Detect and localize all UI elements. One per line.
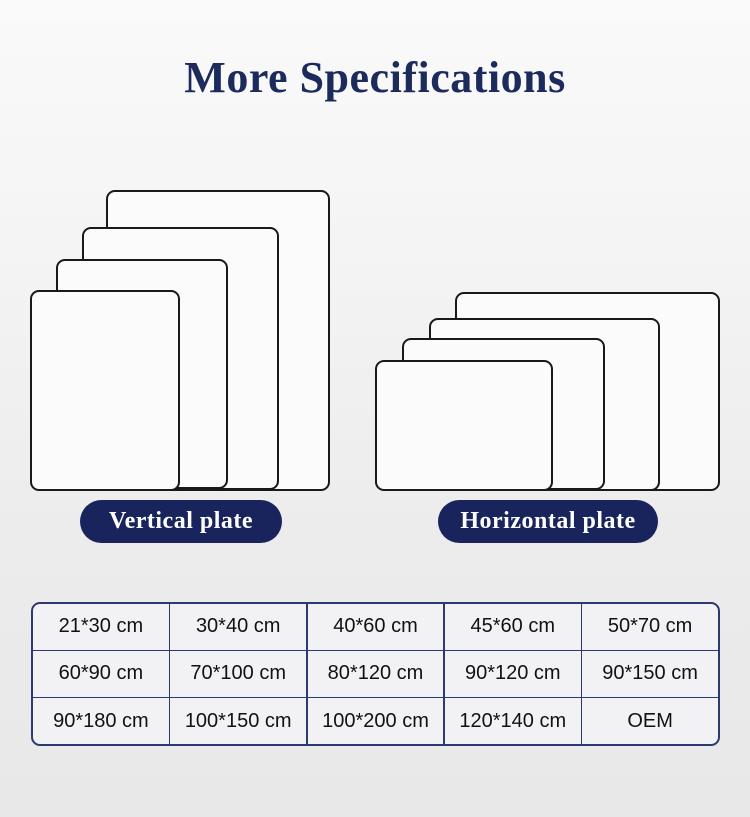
vertical-plate-label-pill [80,500,282,543]
horizontal-plate-label: Horizontal plate [460,508,636,534]
size-cell: 100*200 cm [308,698,444,744]
size-cell: 100*150 cm [170,698,306,744]
size-cell: 120*140 cm [445,698,581,744]
size-cell: 60*90 cm [33,651,169,697]
size-cell: 80*120 cm [308,651,444,697]
size-cell: 90*120 cm [445,651,581,697]
size-table [31,602,720,746]
size-cell: 40*60 cm [308,604,444,650]
vertical-plate-4-smallest [30,290,180,491]
page-title: More Specifications [184,53,566,102]
horizontal-plate-label-pill [438,500,658,543]
horizontal-plate-4-smallest [375,360,553,491]
size-cell: 90*180 cm [33,698,169,744]
size-cell: OEM [582,698,718,744]
size-cell: 70*100 cm [170,651,306,697]
size-cell: 45*60 cm [445,604,581,650]
vertical-plate-label: Vertical plate [108,508,254,534]
size-cell: 50*70 cm [582,604,718,650]
size-cell: 30*40 cm [170,604,306,650]
size-cell: 21*30 cm [33,604,169,650]
size-cell: 90*150 cm [582,651,718,697]
